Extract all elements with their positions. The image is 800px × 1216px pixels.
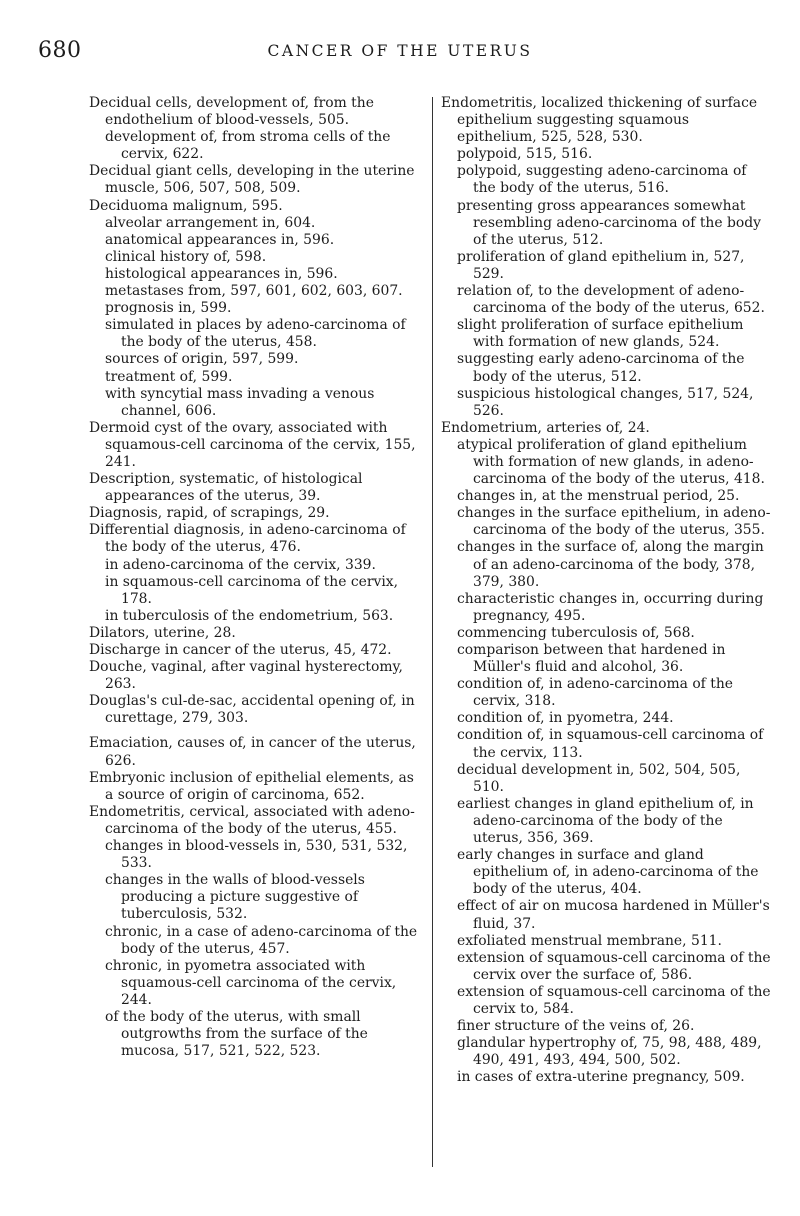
index-subentry: prognosis in, 599. bbox=[105, 300, 232, 317]
index-subentry: extension of squamous-cell carcinoma of the cervix over the surface of, 586. bbox=[457, 949, 771, 983]
index-subentry: slight proliferation of surface epithelium with formation of new glands, 524. bbox=[457, 317, 744, 351]
index-entry: Embryonic inclusion of epithelial elements, as a source of origin of carcinoma, 652. bbox=[89, 769, 414, 803]
index-subentry: suspicious histological changes, 517, 524, 526. bbox=[457, 385, 754, 419]
page-number: 680 bbox=[38, 38, 82, 63]
index-subentry: relation of, to the development of adeno-carcinoma of the body of the uterus, 652. bbox=[457, 283, 765, 317]
index-subentry: extension of squamous-cell carcinoma of the cervix to, 584. bbox=[457, 983, 771, 1017]
index-entry: Discharge in cancer of the uterus, 45, 472. bbox=[89, 642, 392, 658]
index-subentry: commencing tuberculosis of, 568. bbox=[457, 624, 695, 641]
index-entry: Douche, vaginal, after vaginal hysterectomy, 263. bbox=[89, 659, 403, 693]
running-title: CANCER OF THE UTERUS bbox=[267, 42, 533, 60]
index-subentry: atypical proliferation of gland epithelium with formation of new glands, in adeno-carcinoma of the body of the uterus, 418. bbox=[457, 436, 765, 488]
index-entry: Endometritis, cervical, associated with adeno-carcinoma of the body of the uterus, 455. bbox=[89, 803, 415, 837]
index-subentry: anatomical appearances in, 596. bbox=[105, 231, 335, 248]
index-subentry: changes in the surface epithelium, in adeno-carcinoma of the body of the uterus, 355. bbox=[457, 505, 771, 539]
index-subentry: changes in the walls of blood-vessels producing a picture suggestive of tuberculosis, 532. bbox=[105, 872, 365, 923]
index-entry: Decidual giant cells, developing in the uterine muscle, 506, 507, 508, 509. bbox=[89, 163, 415, 197]
index-subentry: in tuberculosis of the endometrium, 563. bbox=[105, 607, 394, 624]
index-subentry: chronic, in a case of adeno-carcinoma of the body of the uterus, 457. bbox=[105, 923, 418, 957]
index-column-right bbox=[441, 95, 773, 1086]
index-entry: Emaciation, causes of, in cancer of the uterus, 626. bbox=[89, 735, 416, 769]
index-subentry: changes in blood-vessels in, 530, 531, 532, 533. bbox=[105, 838, 408, 872]
index-entry: Diagnosis, rapid, of scrapings, 29. bbox=[89, 505, 330, 522]
index-subentry: chronic, in pyometra associated with squamous-cell carcinoma of the cervix, 244. bbox=[105, 957, 397, 1008]
index-subentry: glandular hypertrophy of, 75, 98, 488, 489, 490, 491, 493, 494, 500, 502. bbox=[457, 1035, 762, 1069]
index-subentry: polypoid, 515, 516. bbox=[457, 146, 593, 163]
index-entry: Deciduoma malignum, 595. bbox=[89, 197, 283, 214]
index-subentry: alveolar arrangement in, 604. bbox=[105, 214, 316, 231]
index-subentry: in squamous-cell carcinoma of the cervix, 178. bbox=[105, 573, 399, 607]
index-subentry: metastases from, 597, 601, 602, 603, 607. bbox=[105, 283, 403, 300]
index-subentry: early changes in surface and gland epithelium of, in adeno-carcinoma of the body of the uterus, 404. bbox=[457, 847, 759, 898]
index-entry: Endometritis, localized thickening of surface epithelium suggesting squamous epithelium, 525, 528, 530. bbox=[441, 95, 758, 146]
index-subentry: clinical history of, 598. bbox=[105, 248, 267, 265]
index-subentry: treatment of, 599. bbox=[105, 368, 233, 385]
index-subentry: finer structure of the veins of, 26. bbox=[457, 1018, 695, 1035]
index-entry: Decidual cells, development of, from the endothelium of blood-vessels, 505. bbox=[89, 95, 374, 129]
index-subentry: with syncytial mass invading a venous channel, 606. bbox=[105, 385, 375, 419]
index-subentry: effect of air on mucosa hardened in Müller's fluid, 37. bbox=[457, 898, 770, 932]
index-entry: Endometrium, arteries of, 24. bbox=[441, 419, 650, 436]
index-entry: Dilators, uterine, 28. bbox=[89, 624, 236, 641]
index-subentry: simulated in places by adeno-carcinoma of the body of the uterus, 458. bbox=[105, 317, 406, 351]
index-subentry: earliest changes in gland epithelium of, in adeno-carcinoma of the body of the uterus, 356, 369. bbox=[457, 795, 754, 847]
index-subentry: histological appearances in, 596. bbox=[105, 265, 338, 282]
index-entry: Dermoid cyst of the ovary, associated with squamous-cell carcinoma of the cervix, 155, 241. bbox=[89, 419, 416, 470]
index-subentry: suggesting early adeno-carcinoma of the body of the uterus, 512. bbox=[457, 351, 745, 385]
index-subentry: in cases of extra-uterine pregnancy, 509. bbox=[457, 1069, 745, 1086]
index-subentry: characteristic changes in, occurring during pregnancy, 495. bbox=[457, 590, 764, 624]
index-entry: Differential diagnosis, in adeno-carcinoma of the body of the uterus, 476. bbox=[89, 522, 406, 556]
index-subentry: exfoliated menstrual membrane, 511. bbox=[457, 932, 722, 949]
index-subentry: sources of origin, 597, 599. bbox=[105, 351, 299, 368]
index-subentry: proliferation of gland epithelium in, 527, 529. bbox=[457, 248, 745, 282]
index-subentry: changes in the surface of, along the margin of an adeno-carcinoma of the body, 378, 379, 380. bbox=[457, 539, 764, 590]
column-divider bbox=[432, 97, 433, 1167]
index-subentry: condition of, in adeno-carcinoma of the cervix, 318. bbox=[457, 676, 733, 710]
index-subentry: in adeno-carcinoma of the cervix, 339. bbox=[105, 556, 376, 573]
index-column-left bbox=[89, 95, 421, 1060]
index-subentry: condition of, in squamous-cell carcinoma of the cervix, 113. bbox=[457, 727, 764, 761]
index-entry: Douglas's cul-de-sac, accidental opening of, in curettage, 279, 303. bbox=[89, 693, 415, 727]
page-header bbox=[0, 38, 800, 74]
index-entry: Description, systematic, of histological appearances of the uterus, 39. bbox=[89, 471, 363, 505]
index-subentry: condition of, in pyometra, 244. bbox=[457, 710, 674, 727]
index-subentry: polypoid, suggesting adeno-carcinoma of the body of the uterus, 516. bbox=[457, 163, 747, 197]
index-subentry: presenting gross appearances somewhat resembling adeno-carcinoma of the body of the uterus, 512. bbox=[457, 197, 761, 248]
index-subentry: comparison between that hardened in Müller's fluid and alcohol, 36. bbox=[457, 642, 726, 676]
index-subentry: decidual development in, 502, 504, 505, 510. bbox=[457, 761, 741, 795]
index-subentry: changes in, at the menstrual period, 25. bbox=[457, 488, 740, 505]
index-subentry: development of, from stroma cells of the cervix, 622. bbox=[105, 129, 391, 163]
index-subentry: of the body of the uterus, with small outgrowths from the surface of the mucosa, 517, 521, 522, 523. bbox=[105, 1008, 368, 1060]
